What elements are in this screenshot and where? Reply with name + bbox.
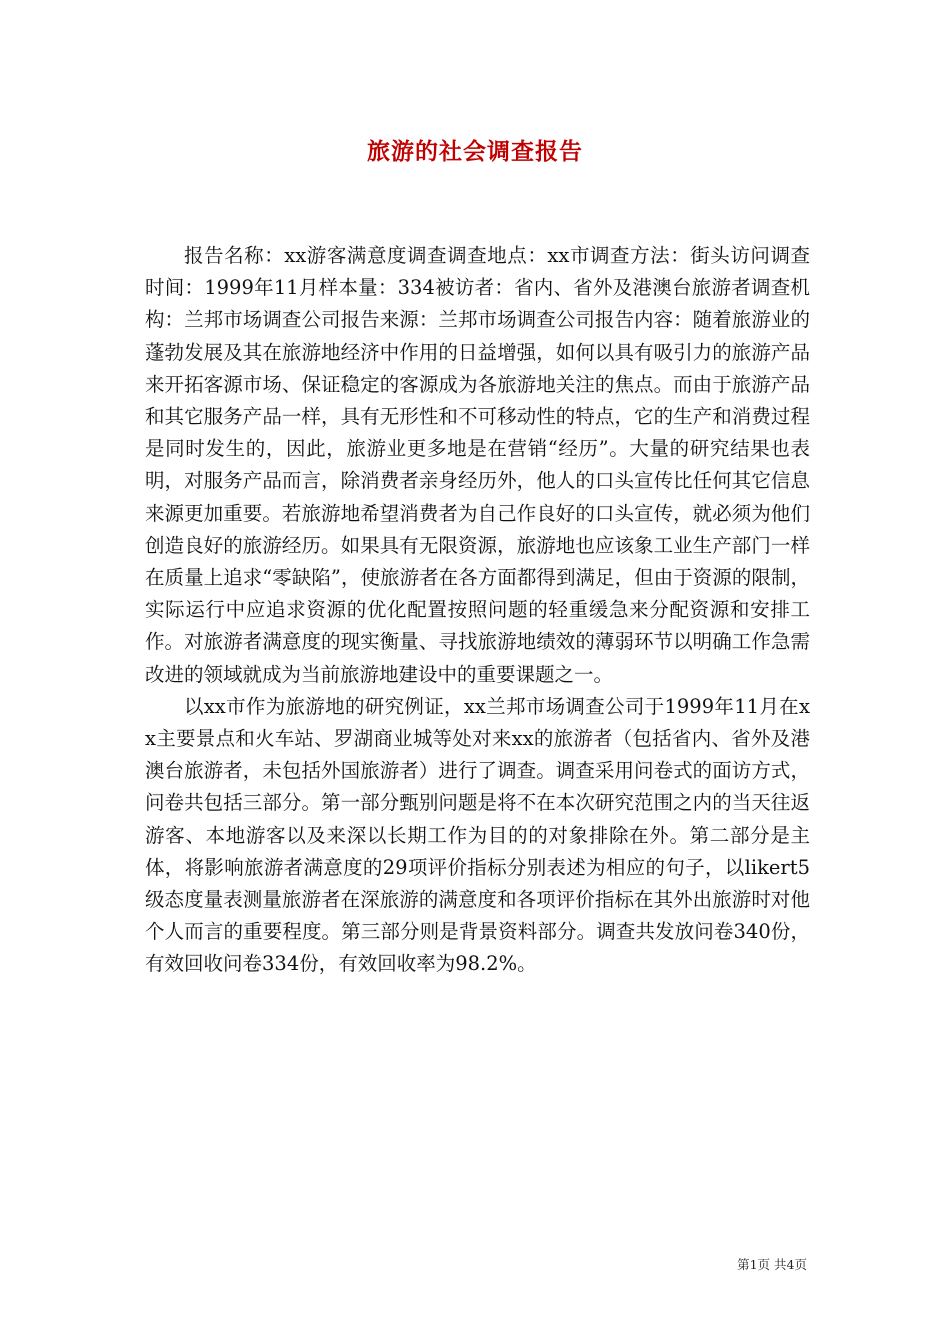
document-title: 旅游的社会调查报告 bbox=[367, 138, 583, 165]
paragraph-survey-method: 以xx市作为旅游地的研究例证，xx兰邦市场调查公司于1999年11月在xx主要景点和火车站、罗湖商业城等处对来xx的旅游者（包括省内、省外及港澳台旅游者，未包括外国旅游者）进行了调查。调查采用问卷式的面访方式，问卷共包括三部分。第一部分甄别问题是将不在本次研究范围之内的当天往返游客、本地游客以及来深以长期工作为目的的对象排除在外。第二部分是主体，将影响旅游者满意度的29项评价指标分别表述为相应的句子，以likert5级态度量表测量旅游者在深旅游的满意度和各项评价指标在其外出旅游时对他个人而言的重要程度。第三部分则是背景资料部分。调查共发放问卷340份，有效回收问卷334份，有效回收率为98.2%。 bbox=[145, 694, 810, 976]
page-number-footer: 第1页 共4页 bbox=[737, 1257, 807, 1272]
paragraph-report-summary: 报告名称：xx游客满意度调查调查地点：xx市调查方法：街头访问调查时间：1999年11月样本量：334被访者：省内、省外及港澳台旅游者调查机构：兰邦市场调查公司报告来源：兰邦市场调查公司报告内容：随着旅游业的蓬勃发展及其在旅游地经济中作用的日益增强，如何以具有吸引力的旅游产品来开拓客源市场、保证稳定的客源成为各旅游地关注的焦点。而由于旅游产品和其它服务产品一样，具有无形性和不可移动性的特点，它的生产和消费过程是同时发生的，因此，旅游业更多地是在营销“经历”。大量的研究结果也表明，对服务产品而言，除消费者亲身经历外，他人的口头宣传比任何其它信息来源更加重要。若旅游地希望消费者为自己作良好的口头宣传，就必须为他们创造良好的旅游经历。如果具有无限资源，旅游地也应该象工业生产部门一样在质量上追求“零缺陷”，使旅游者在各方面都得到满足，但由于资源的限制，实际运行中应追求资源的优化配置按照问题的轻重缓急来分配资源和安排工作。对旅游者满意度的现实衡量、寻找旅游地绩效的薄弱环节以明确工作急需改进的领域就成为当前旅游地建设中的重要课题之一。 bbox=[145, 244, 810, 686]
document-body bbox=[145, 240, 810, 981]
